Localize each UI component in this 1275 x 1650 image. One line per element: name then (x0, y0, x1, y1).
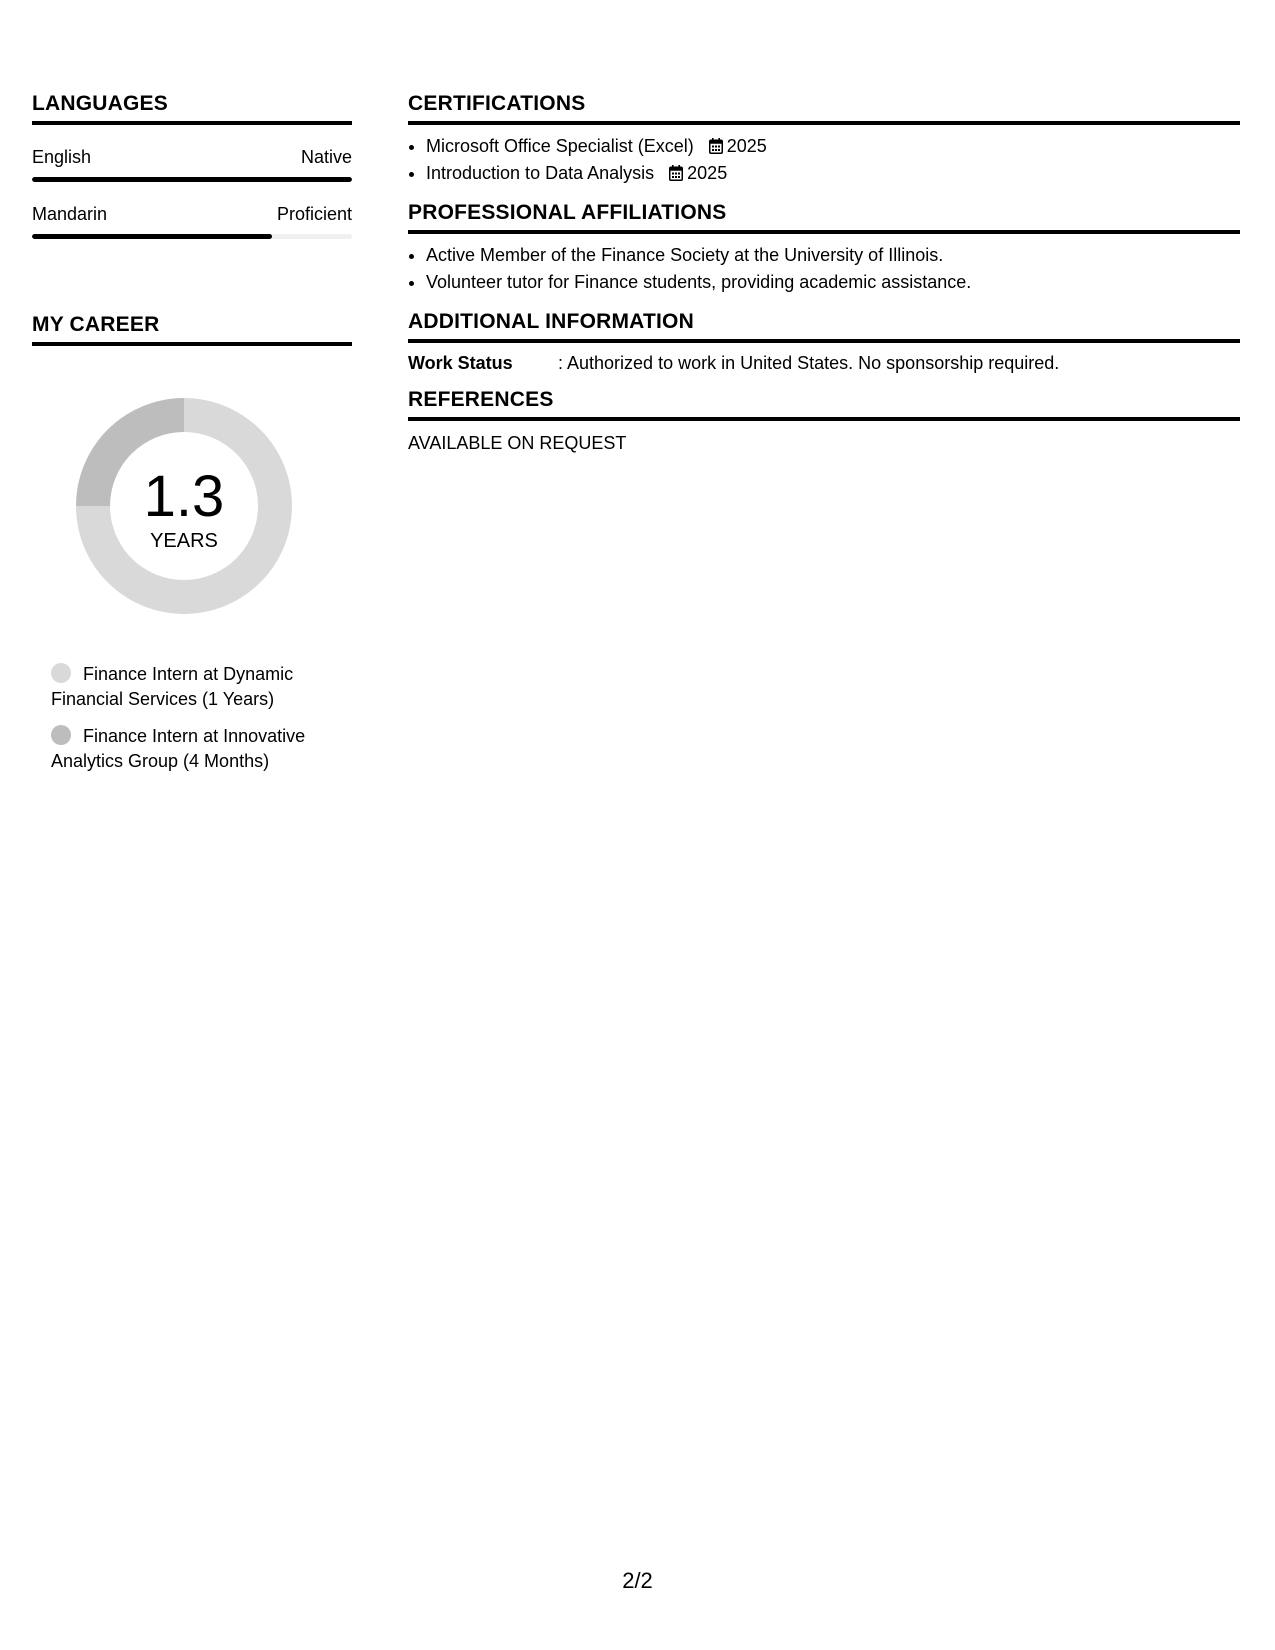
page-number: 2/2 (622, 1568, 653, 1593)
legend-dot (51, 725, 71, 745)
career-donut-chart (64, 386, 304, 626)
work-status-label: Work Status (408, 353, 513, 373)
career-legend (51, 662, 352, 774)
certification-year: 2025 (687, 163, 728, 183)
references-text: AVAILABLE ON REQUEST (408, 433, 627, 453)
legend-item (51, 724, 352, 774)
language-name: Mandarin (32, 204, 108, 224)
affiliations-title: PROFESSIONAL AFFILIATIONS (408, 201, 1240, 234)
certification-item (426, 133, 1240, 160)
additional-info-section (408, 310, 1240, 374)
certification-year: 2025 (726, 136, 767, 156)
language-name: English (32, 147, 92, 167)
language-level-bar (32, 234, 352, 239)
legend-dot (51, 663, 71, 683)
certifications-list (408, 133, 1240, 187)
language-level-fill (32, 177, 352, 182)
legend-label: Finance Intern at Dynamic Financial Services (1 Years) (51, 664, 294, 709)
work-status-value: : Authorized to work in United States. No sponsorship required. (558, 353, 1060, 373)
affiliation-item: • Volunteer tutor for Finance students, providing academic assistance. (426, 269, 1240, 296)
additional-info-title: ADDITIONAL INFORMATION (408, 310, 1240, 343)
affiliations-section (408, 201, 1240, 296)
career-total-years: 1.3 (143, 463, 225, 529)
affiliations-list (408, 242, 1240, 296)
references-section (408, 388, 1240, 454)
language-level: Native (300, 147, 352, 167)
language-level-bar (32, 177, 352, 182)
career-total-unit: YEARS (150, 529, 218, 552)
language-level: Proficient (276, 204, 352, 224)
calendar-icon (709, 138, 723, 154)
certification-item (426, 160, 1240, 187)
career-donut-center (64, 386, 304, 626)
certification-name: Microsoft Office Specialist (Excel) (426, 136, 694, 156)
left-column (32, 92, 352, 786)
work-status-row (408, 353, 1240, 374)
career-title: MY CAREER (32, 313, 352, 346)
legend-item (51, 662, 352, 712)
certifications-title: CERTIFICATIONS (408, 92, 1240, 125)
language-item-english (32, 147, 352, 182)
calendar-icon (669, 165, 683, 181)
certification-name: Introduction to Data Analysis (426, 163, 655, 183)
affiliation-item: • Active Member of the Finance Society at the University of Illinois. (426, 242, 1240, 269)
references-title: REFERENCES (408, 388, 1240, 421)
language-level-fill (32, 234, 272, 239)
language-item-mandarin (32, 204, 352, 239)
certifications-section (408, 92, 1240, 187)
legend-label: Finance Intern at Innovative Analytics Group (4 Months) (51, 726, 306, 771)
languages-title: LANGUAGES (32, 92, 352, 125)
right-column (408, 92, 1240, 468)
